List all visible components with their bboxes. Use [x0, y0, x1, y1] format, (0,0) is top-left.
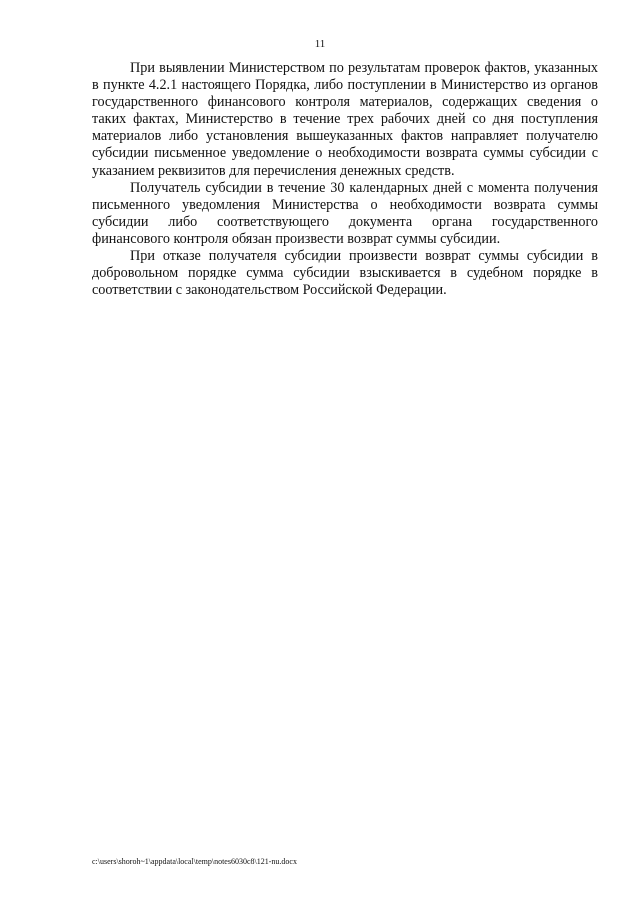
document-body — [92, 60, 598, 299]
paragraph-refund-notification: При выявлении Министерством по результатам проверок фактов, указанных в пункте 4.2.1 настоящего Порядка, либо поступлении в Министерство из органов государственного финансового контроля материалов, содержащих сведения о таких фактах, Министерство в течение трех рабочих дней со дня поступления материалов либо установления вышеуказанных фактов направляет получателю субсидии письменное уведомление о необходимости возврата суммы субсидии с указанием реквизитов для перечисления денежных средств. — [92, 60, 598, 179]
paragraph-refund-deadline: Получатель субсидии в течение 30 календарных дней с момента получения письменного уведомления Министерства о необходимости возврата суммы субсидии либо соответствующего документа органа государственного финансового контроля обязан произвести возврат суммы субсидии. — [92, 179, 598, 247]
footer-file-path: c:\users\shoroh~1\appdata\local\temp\notes6030c8\121-nu.docx — [92, 857, 297, 866]
paragraph-judicial-recovery: При отказе получателя субсидии произвести возврат суммы субсидии в добровольном порядке сумма субсидии взыскивается в судебном порядке в соответствии с законодательством Российской Федерации. — [92, 248, 598, 299]
page-number: 11 — [314, 38, 326, 50]
